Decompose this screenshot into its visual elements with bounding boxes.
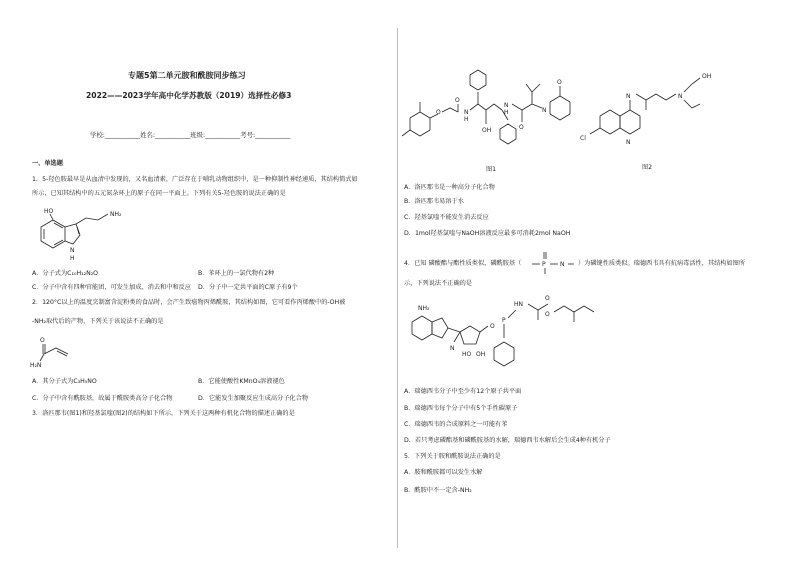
q2-option-c[interactable]: C．分子中含有酰胺基，故属于酰胺类高分子化合物 xyxy=(32,395,173,402)
q2-o-label: O xyxy=(40,337,45,344)
q3-h1-label: H xyxy=(464,116,469,123)
q3-n1-label: N xyxy=(464,109,469,116)
q4-option-a[interactable]: A．瑞德西韦分子中至少有12个原子共平面 xyxy=(404,388,522,395)
q3-oh-terminal-label: OH xyxy=(702,73,712,80)
q4-oh1-label: HO xyxy=(462,351,472,358)
q4-n-label: N xyxy=(560,261,565,268)
q4-hn-label: HN xyxy=(514,301,523,308)
figure-2-caption: 图2 xyxy=(642,164,653,171)
q4-oh2-label: OH xyxy=(476,351,486,358)
column-divider xyxy=(397,28,398,548)
q3-oh-label: OH xyxy=(482,127,492,134)
q1-nh2-label: NH₂ xyxy=(110,211,122,218)
q5-option-b[interactable]: B．酰胺中不一定含-NH₂ xyxy=(404,487,472,494)
q3-quin-n-label: N xyxy=(626,139,631,146)
q3-option-a[interactable]: A．洛匹那韦是一种高分子化合物 xyxy=(404,184,495,191)
q3-h2-label: H xyxy=(504,109,509,116)
q2-stem-line-1: 2．120°C以上的温度烹制富含淀粉类的食品时，会产生致癌物丙烯酰胺，其结构如图，它可看作丙烯酸中的-OH被 xyxy=(32,299,346,306)
q1-oh-label: HO xyxy=(44,208,54,215)
q2-stem-line-2: -NH₂取代后的产物，下列关于该说法不正确的是 xyxy=(32,318,164,325)
q4-o-link-label: O xyxy=(490,323,495,330)
phosphoramide-group xyxy=(530,246,576,276)
q4-p-label: P xyxy=(542,261,546,268)
q4-stem-line-1b: ）为磷键性质类似。瑞德西韦具有抗病毒活性，其结构如图所 xyxy=(578,260,746,267)
q3-o-amide-label: O xyxy=(519,124,524,131)
q1-n-label: N xyxy=(70,247,75,254)
q1-option-b[interactable]: B．苯环上的一氯代物有2种 xyxy=(198,270,275,277)
q4-stem-line-1a: 4．已知 磷酸酯与酯性质类似，磷酰胺基（ xyxy=(404,260,522,267)
q3-n-amine-label: N xyxy=(678,93,683,100)
q3-n3-label: N xyxy=(542,107,547,114)
section-heading: 一、单选题 xyxy=(32,160,63,167)
q1-option-a[interactable]: A．分子式为C₁₀H₁₂N₂O xyxy=(32,270,99,277)
q1-stem-line-1: 1．5-羟色胺最早是从血清中发现的，又名血清素，广泛存在于哺乳动物组织中，是一种抑制性神经递质，其结构简式如 xyxy=(32,176,358,183)
q3-option-d[interactable]: D．1mol羟基氯喹与NaOH溶液反应最多可消耗2mol NaOH xyxy=(404,230,571,237)
q3-cl-label: Cl xyxy=(580,135,586,142)
q1-option-c[interactable]: C．分子中含有四种官能团，可发生加成、消去和中和反应 xyxy=(32,284,192,291)
q4-option-d[interactable]: D．若只考虑磷酯基和磷酰胺基的水解，瑞德西韦水解后会生成4种有机分子 xyxy=(404,437,611,444)
acrylamide-structure xyxy=(30,334,100,374)
q4-o-ester-label: O xyxy=(545,311,550,318)
q4-option-c[interactable]: C．瑞德西韦的合成原料之一可能有苯 xyxy=(404,421,508,428)
q2-h2n-label: H₂N xyxy=(30,362,42,369)
q3-option-c[interactable]: C．羟基氯喹不能发生消去反应 xyxy=(404,214,489,221)
q3-stem: 3．洛匹那韦(图1)和羟基氯喹(图2)的结构如下所示，下列关于这两种有机化合物的描述正确的是 xyxy=(32,410,295,417)
remdesivir-structure xyxy=(404,292,604,384)
q4-option-b[interactable]: B．瑞德西韦每个分子中有5个手性碳原子 xyxy=(404,405,518,412)
title-line-2: 2022——2023学年高中化学苏教版（2019）选择性必修3 xyxy=(86,91,292,100)
q5-option-a[interactable]: A．胺和酰胺都可以发生水解 xyxy=(404,469,483,476)
q4-p-main-label: P xyxy=(502,317,506,324)
q2-option-a[interactable]: A．其分子式为C₃H₅NO xyxy=(32,378,97,385)
q2-option-b[interactable]: B．它能使酸性KMnO₄溶液褪色 xyxy=(198,378,285,385)
q1-h-label: H xyxy=(70,255,75,262)
q5-stem: 5．下列关于胺和酰胺说法正确的是 xyxy=(404,453,501,460)
serotonin-structure xyxy=(28,206,168,266)
title-line-1: 专题5第二单元胺和酰胺同步练习 xyxy=(128,71,246,80)
q3-hn-label: N xyxy=(626,93,631,100)
q3-n2-label: N xyxy=(504,102,509,109)
q4-o-carbonyl-label: O xyxy=(545,295,550,302)
q3-o-carbonyl-label: O xyxy=(455,97,460,104)
q2-option-d[interactable]: D．它能发生加聚反应生成高分子化合物 xyxy=(198,395,308,402)
student-info-line: 学校:___________姓名:___________班级:___________考号:___________ xyxy=(90,131,291,139)
q3-option-b[interactable]: B．洛匹那韦易溶于水 xyxy=(404,198,464,205)
q1-option-d[interactable]: D．分子中一定共平面的C原子有9个 xyxy=(198,284,298,291)
lopinavir-structure xyxy=(400,62,580,172)
q4-cn-label: N xyxy=(450,345,455,352)
hydroxychloroquine-structure xyxy=(580,70,740,160)
q3-o-ether-label: O xyxy=(436,109,441,116)
figure-1-caption: 图1 xyxy=(486,166,497,173)
q4-stem-line-2: 示，下列说法不正确的是 xyxy=(404,280,473,287)
q4-nh2-label: NH₂ xyxy=(418,305,430,312)
q1-stem-line-2: 所示，已知其结构中的五元氮杂环上的原子在同一平面上。下列有关5-羟色胺的说法正确的是 xyxy=(32,190,286,197)
q3-o-ring-label: O xyxy=(557,79,562,86)
